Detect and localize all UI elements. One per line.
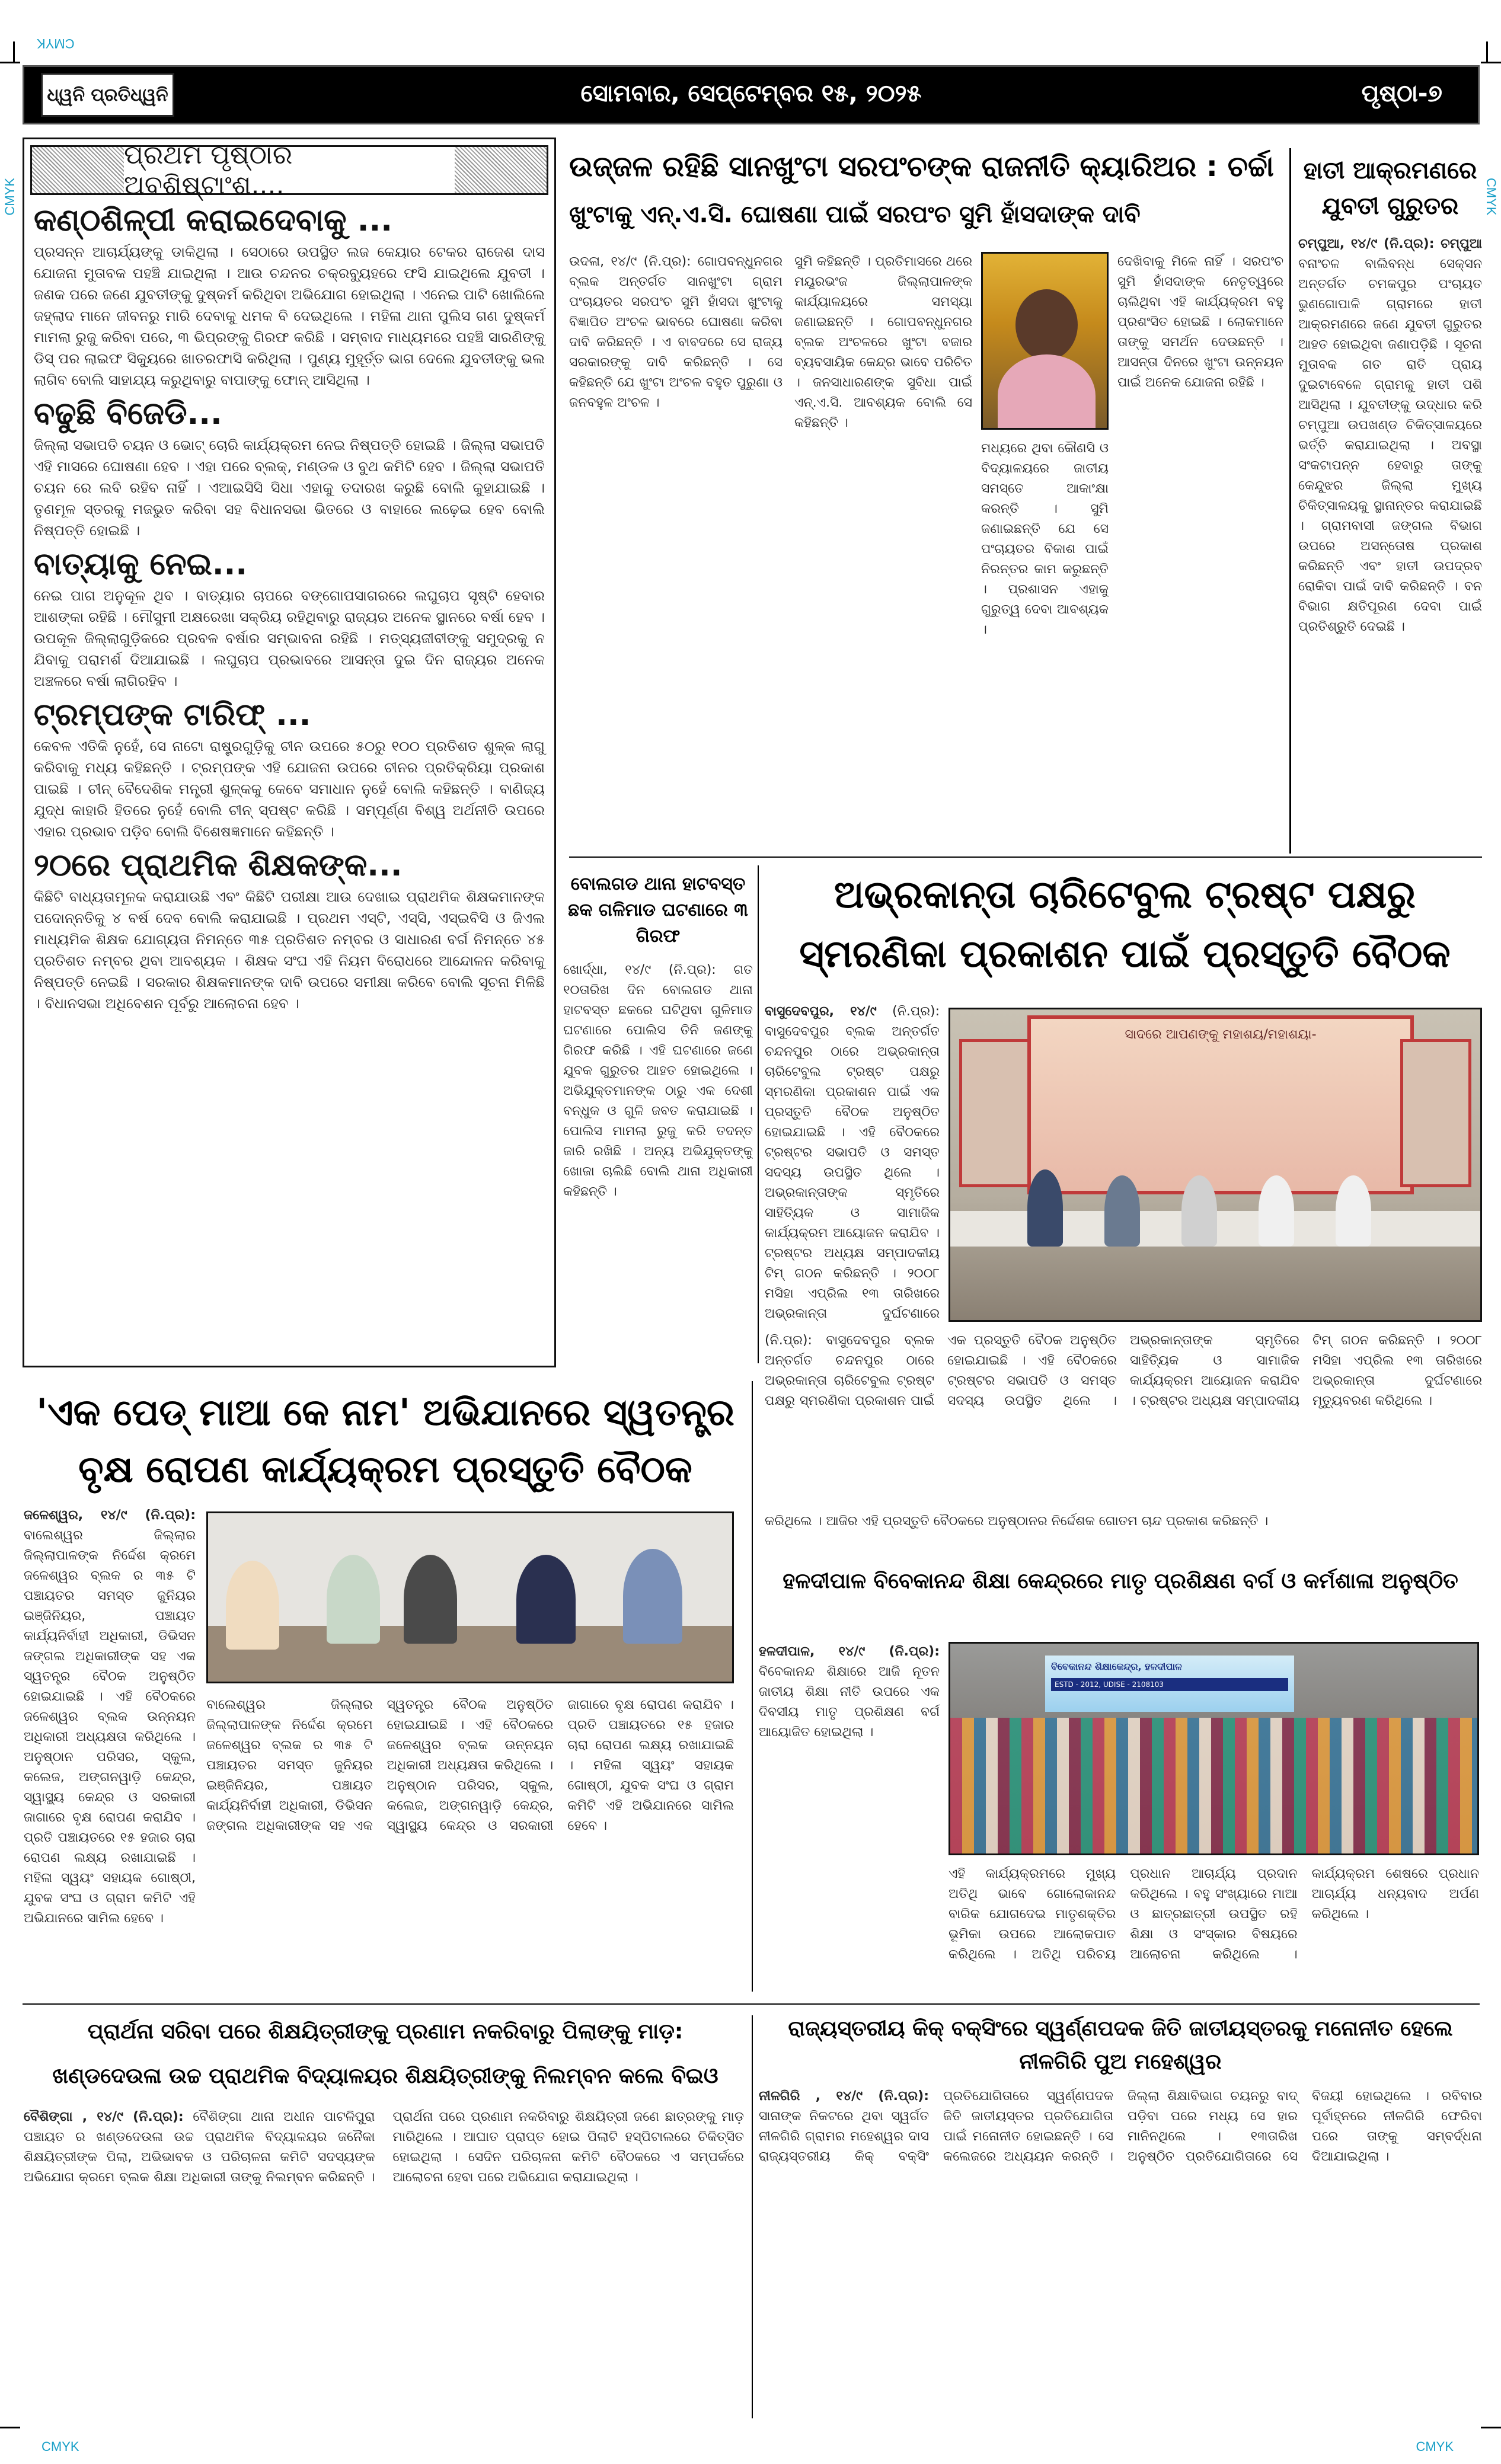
crowd xyxy=(950,1718,1477,1855)
column-rule xyxy=(752,1381,753,1992)
photo-banner-title: ବିବେକାନନ୍ଦ ଶିକ୍ଷାକେନ୍ଦ୍ର, ହଳଦୀପାଳ xyxy=(1051,1661,1182,1672)
photo-person xyxy=(226,1561,279,1650)
sarpanch-photo xyxy=(981,252,1109,430)
kickboxing-text: ସାନାଙ୍କ ନିକଟରେ ଥିବା ସ୍ୱର୍ଗତ ନୀଳଗିରି ଗ୍ରାମର ମହେଶ୍ୱର ଦାସ ରାଜ୍ୟସ୍ତରୀୟ କିକ୍ ବକ୍ସିଂ ପ୍ରତିଯୋଗିତାରେ ସ୍ୱର୍ଣ୍ଣପଦକ ଜିତି ଜାତୀୟସ୍ତର ପ୍ରତିଯୋଗିତା ପାଇଁ ମନୋନୀତ ହୋଇଛନ୍ତି । ସେ କଲେଜରେ ଅଧ୍ୟୟନ କରନ୍ତି । ଜିଲ୍ଲା ଶିକ୍ଷାବିଭାଗ ଚୟନରୁ ବାଦ୍ ପଡ଼ିବା ପରେ ମଧ୍ୟ ସେ ହାର ମାନିନଥିଲେ । ୧୩ତାରିଖ ଅନୁଷ୍ଠିତ ପ୍ରତିଯୋଗିତାରେ ସେ ବିଜୟୀ ହୋଇଥିଲେ । ରବିବାର ପୂର୍ବାହ୍ନରେ ନୀଳଗିରି ଫେରିବା ପରେ ତାଙ୍କୁ ସମ୍ବର୍ଦ୍ଧନା ଦିଆଯାଇଥିଲା । xyxy=(759,2089,1482,2164)
column-rule xyxy=(758,865,759,1363)
tree-body-continued: ବାଲେଶ୍ୱର ଜିଲ୍ଲାର ଜିଲ୍ଲାପାଳଙ୍କ ନିର୍ଦ୍ଦେଶ କ୍ରମେ ଜଳେଶ୍ୱର ବ୍ଲକ ର ୩୫ ଟି ପଞ୍ଚାୟତର ସମସ୍ତ ଜୁନିୟର ଇଞ୍ଜିନିୟର, ପଞ୍ଚାୟତ କାର୍ଯ୍ୟନିର୍ବାହୀ ଅଧିକାରୀ, ଡିଭିସନ ଜଙ୍ଗଲ ଅଧିକାରୀଙ୍କ ସହ ଏକ ସ୍ୱତନ୍ତ୍ର ବୈଠକ ଅନୁଷ୍ଠିତ ହୋଇଯାଇଛି । ଏହି ବୈଠକରେ ଜଳେଶ୍ୱର ବ୍ଲକ ଉନ୍ନୟନ ଅଧିକାରୀ ଅଧ୍ୟକ୍ଷତା କରିଥିଲେ । ଅନୁଷ୍ଠାନ ପରିସର, ସ୍କୁଲ, କଲେଜ, ଅଙ୍ଗନୱାଡ଼ି କେନ୍ଦ୍ର, ସ୍ୱାସ୍ଥ୍ୟ କେନ୍ଦ୍ର ଓ ସରକାରୀ ଜାଗାରେ ବୃକ୍ଷ ରୋପଣ କରାଯିବ । ପ୍ରତି ପଞ୍ଚାୟତରେ ୧୫ ହଜାର ଚାରା ରୋପଣ ଲକ୍ଷ୍ୟ ରଖାଯାଇଛି । ମହିଳା ସ୍ୱୟଂ ସହାୟକ ଗୋଷ୍ଠୀ, ଯୁବକ ସଂଘ ଓ ଗ୍ରାମ କମିଟି ଏହି ଅଭିଯାନରେ ସାମିଲ ହେବେ । xyxy=(206,1698,734,1833)
prayer-body xyxy=(24,2107,744,2418)
section-rule xyxy=(569,857,1482,858)
section-body: କେବଳ ଏତିକି ନୁହେଁ, ସେ ନାଟୋ ରାଷ୍ଟ୍ରଗୁଡ଼ିକୁ ଚୀନ ଉପରେ ୫୦ରୁ ୧୦୦ ପ୍ରତିଶତ ଶୁଳ୍କ ଲାଗୁ କରିବାକୁ ମଧ୍ୟ କହିଛନ୍ତି । ଟ୍ରମ୍ପଙ୍କ ଏହି ଯୋଜନା ଉପରେ ଚୀନର ପ୍ରତିକ୍ରିୟା ପ୍ରକାଶ ପାଇଛି । ଚୀନ୍ ବୈଦେଶିକ ମନ୍ତ୍ରୀ ଶୁଳ୍କକୁ କେବେ ସମାଧାନ ନୁହେଁ ବୋଲି କହିଛନ୍ତି । ବାଣିଜ୍ୟ ଯୁଦ୍ଧ କାହାରି ହିତରେ ନୁହେଁ ବୋଲି ଚୀନ୍ ସ୍ପଷ୍ଟ କରିଛି । ସମ୍ପୂର୍ଣ୍ଣ ବିଶ୍ୱ ଅର୍ଥନୀତି ଉପରେ ଏହାର ପ୍ରଭାବ ପଡ଼ିବ ବୋଲି ବିଶେଷଜ୍ଞମାନେ କହିଛନ୍ତି । xyxy=(34,738,545,840)
vivekananda-text: ବିବେକାନନ୍ଦ ଶିକ୍ଷାରେ ଆଜି ନୂତନ ଜାତୀୟ ଶିକ୍ଷା ନୀତି ଉପରେ ଏକ ଦିବସୀୟ ମାତୃ ପ୍ରଶିକ୍ଷଣ ବର୍ଗ ଆୟୋଜିତ ହୋଇଥିଲା । xyxy=(759,1664,940,1740)
registration-label: CMYK xyxy=(2,178,17,216)
crop-mark xyxy=(13,41,15,62)
photo-person xyxy=(327,1555,380,1644)
registration-label: CMYK xyxy=(1416,2439,1454,2454)
abhrakanta-closing: କରିଥିଲେ । ଆଜିର ଏହି ପ୍ରସ୍ତୁତି ବୈଠକରେ ଅନୁଷ୍ଠାନର ନିର୍ଦ୍ଦେଶକ ଗୋତମ ଚାନ୍ଦ ପ୍ରକାଶ କରିଛନ୍ତି । xyxy=(765,1514,1269,1529)
crop-mark xyxy=(0,2427,20,2428)
prayer-headline: ପ୍ରାର୍ଥନା ସରିବା ପରେ ଶିକ୍ଷୟିତ୍ରୀଙ୍କୁ ପ୍ରଣାମ ନକରିବାରୁ ପିଲାଙ୍କୁ ମାଡ଼: xyxy=(87,2019,684,2044)
section-body: କିଛିଟି ବାଧ୍ୟତାମୂଳକ କରାଯାଉଛି ଏବଂ କିଛିଟି ପରୀକ୍ଷା ଆଉ ଦେଖାଇ ପ୍ରାଥମିକ ଶିକ୍ଷକମାନଙ୍କ ପଦୋନ୍ନତିକୁ ୪ ବର୍ଷ ଦେବ ବୋଲି କରାଯାଇଛି । ପ୍ରଥମ ଏସ୍‌ଟି, ଏସ୍‌ସି, ଏସ୍‌ଇବିସି ଓ ଜିଏଲ ମାଧ୍ୟମିକ ଶିକ୍ଷକ ଯୋଗ୍ୟତା ନିମନ୍ତେ ୩୫ ପ୍ରତିଶତ ନମ୍ବର ଓ ସାଧାରଣ ବର୍ଗ ନିମନ୍ତେ ୪୫ ପ୍ରତିଶତ ନମ୍ବର ଥିବା ଆବଶ୍ୟକ । ଶିକ୍ଷକ ସଂଘ ଏହି ନିୟମ ବିରୋଧରେ ଆନ୍ଦୋଳନ କରିବାକୁ ନିଷ୍ପତ୍ତି ନେଇଛି । ସରକାର ଶିକ୍ଷକମାନଙ୍କ ଦାବି ଉପରେ ସମୀକ୍ଷା କରିବେ ବୋଲି ସୂଚନା ମିଳିଛି । ବିଧାନସଭା ଅଧିବେଶନ ପୂର୍ବରୁ ଆଲୋଚନା ହେବ । xyxy=(34,889,545,1012)
newspaper-logo: ଧ୍ୱନି ପ୍ରତିଧ୍ୱନି xyxy=(41,73,174,117)
abhrakanta-headline: ଅଭ୍ରକାନ୍ତା ଚାରିଟେବୁଲ ଟ୍ରଷ୍ଟ ପକ୍ଷରୁ ସ୍ମରଣିକା ପ୍ରକାଶନ ପାଇଁ ପ୍ରସ୍ତୁତି ବୈଠକ xyxy=(799,873,1451,976)
section-body: ଜିଲ୍ଲା ସଭାପତି ଚୟନ ଓ ଭୋଟ୍ ଚୋରି କାର୍ଯ୍ୟକ୍ରମ ନେଇ ନିଷ୍ପତ୍ତି ହୋଇଛି । ଜିଲ୍ଲା ସଭାପତି ଏହି ମାସରେ ଘୋଷଣା ହେବ । ଏହା ପରେ ବ୍ଲକ୍, ମଣ୍ଡଳ ଓ ବୁଥ କମିଟି ହେବ । ଜିଲ୍ଲା ସଭାପତି ଚୟନ ରେ ଲବି ରହିବ ନାହିଁ । ଏଆଇସିସି ସିଧା ଏହାକୁ ତଦାରଖ କରୁଛି ବୋଲି କୁହାଯାଇଛି । ତୃଣମୂଳ ସ୍ତରକୁ ମଜଭୁତ କରିବା ସହ ବିଧାନସଭା ଭିତରେ ଓ ବାହାରେ ଲଢ଼େଇ ହେବ ବୋଲି ନିଷ୍ପତ୍ତି ହୋଇଛି । xyxy=(34,437,545,539)
police-body: ଖୋର୍ଦ୍ଧା, ୧୪/୯ (ନି.ପ୍ର): ଗତ ୧୦ତାରିଖ ଦିନ ବୋଲଗଡ ଥାନା ହାଟବସ୍ତ ଛକରେ ଘଟିଥିବା ଗୁଳିମାଡ ଘଟଣାରେ ପୋଲିସ ତିନି ଜଣଙ୍କୁ ଗିରଫ କରିଛି । ଏହି ଘଟଣାରେ ଜଣେ ଯୁବକ ଗୁରୁତର ଆହତ ହୋଇଥିଲେ । ଅଭିଯୁକ୍ତମାନଙ୍କ ଠାରୁ ଏକ ଦେଶୀ ବନ୍ଧୁକ ଓ ଗୁଳି ଜବତ କରାଯାଇଛି । ପୋଲିସ ମାମଲା ରୁଜୁ କରି ତଦନ୍ତ ଜାରି ରଖିଛି । ଅନ୍ୟ ଅଭିଯୁକ୍ତଙ୍କୁ ଖୋଜା ଚାଲିଛି ବୋଲି ଥାନା ଅଧିକାରୀ କହିଛନ୍ତି । xyxy=(563,963,753,1199)
tree-body xyxy=(24,1506,196,1986)
kickboxing-headline: ରାଜ୍ୟସ୍ତରୀୟ କିକ୍ ବକ୍ସିଂରେ ସ୍ୱର୍ଣ୍ଣପଦକ ଜିତି ଜାତୀୟସ୍ତରକୁ ମନୋନୀତ ହେଲେ ନୀଳଗିରି ପୁଅ ମହେଶ୍ୱର xyxy=(788,2016,1453,2074)
registration-label: CMYK xyxy=(37,36,75,51)
portrait-left xyxy=(959,1039,1030,1187)
photo-banner xyxy=(1045,1656,1294,1712)
elephant-dateline: ଚମ୍ପୁଆ, ୧୪/୯ (ନି.ପ୍ର): ଚମ୍ପୁଆ xyxy=(1298,237,1482,251)
photo-face xyxy=(1015,289,1078,360)
vivekananda-intro xyxy=(759,1642,940,1989)
section-rule xyxy=(23,2003,1480,2005)
registration-label: CMYK xyxy=(1484,178,1499,216)
continuations-box xyxy=(23,138,556,1367)
section-heading: ବଢୁଛି ବିଜେଡି... xyxy=(34,396,222,432)
lead-headline-block xyxy=(569,142,1283,246)
prayer-subheadline: ଖଣ୍ଡଦେଉଳା ଉଚ୍ଚ ପ୍ରାଥମିକ ବିଦ୍ୟାଳୟର ଶିକ୍ଷୟିତ୍ରୀଙ୍କୁ ନିଲମ୍ବନ କଲେ ବିଇଓ xyxy=(52,2064,718,2088)
lead-subheadline: ଖୁଂଟାକୁ ଏନ୍.ଏ.ସି. ଘୋଷଣା ପାଇଁ ସରପଂଚ ସୁମି ହାଁସଦାଙ୍କ ଦାବି xyxy=(569,201,1141,228)
abhrakanta-dateline: ବାସୁଦେବପୁର, ୧୪/୯ xyxy=(765,1004,877,1019)
trust-meeting-photo xyxy=(948,1008,1482,1322)
abhrakanta-body xyxy=(765,1002,940,1322)
lead-headline: ଉଜ୍ଜଳ ରହିଛି ସାନଖୁଂଟା ସରପଂଚଙ୍କ ରାଜନୀତି କ୍ୟାରିଅର : ଚର୍ଚ୍ଚା xyxy=(569,150,1274,183)
prayer-text: ବୈଶିଙ୍ଗା ଥାନା ଅଧୀନ ପାଟଳିପୁରା ପଞ୍ଚାୟତ ର ଖଣ୍ଡଦେଉଳା ଉଚ୍ଚ ପ୍ରାଥମିକ ବିଦ୍ୟାଳୟର ଜନୈକା ଶିକ୍ଷୟିତ୍ରୀଙ୍କ ପିଲା, ଅଭିଭାବକ ଓ ପରିଚାଳନା କମିଟି ସଦସ୍ୟଙ୍କ ଅଭିଯୋଗ କ୍ରମେ ବ୍ଲକ ଶିକ୍ଷା ଅଧିକାରୀ ତାଙ୍କୁ ନିଲମ୍ବନ କରିଛନ୍ତି । ପ୍ରାର୍ଥନା ପରେ ପ୍ରଣାମ ନକରିବାରୁ ଶିକ୍ଷୟିତ୍ରୀ ଜଣେ ଛାତ୍ରଙ୍କୁ ମାଡ଼ ମାରିଥିଲେ । ଆଘାତ ପ୍ରାପ୍ତ ହୋଇ ପିଲାଟି ହସ୍ପିଟାଲରେ ଚିକିତ୍ସିତ ହୋଇଥିଲା । ସେଦିନ ପରିଚାଳନା କମିଟି ବୈଠକରେ ଏ ସମ୍ପର୍କରେ ଆଲୋଚନା ହେବା ପରେ ଅଭିଯୋଗ କରାଯାଇଥିଲା । xyxy=(24,2110,744,2185)
vivekananda-group-photo xyxy=(948,1642,1479,1855)
issue-date: ସୋମବାର, ସେପ୍ଟେମ୍ବର ୧୫, ୨୦୨୫ xyxy=(580,80,922,107)
photo-banner-subtitle: ESTD - 2012, UDISE - 2108103 xyxy=(1051,1678,1288,1691)
photo-person xyxy=(1336,1175,1371,1247)
section-heading: ବାତ୍ୟାକୁ ନେଇ... xyxy=(34,547,248,582)
vivekananda-dateline: ହଳଦୀପାଳ, ୧୪/୯ (ନି.ପ୍ର): xyxy=(759,1644,940,1659)
photo-person xyxy=(623,1549,682,1644)
photo-banner xyxy=(1027,1015,1414,1194)
crop-mark xyxy=(1481,62,1501,63)
abhrakanta-text: (ନି.ପ୍ର): ବାସୁଦେବପୁର ବ୍ଲକ ଅନ୍ତର୍ଗତ ଚନ୍ଦନପୁର ଠାରେ ଅଭ୍ରକାନ୍ତା ଚାରିଟେବୁଲ ଟ୍ରଷ୍ଟ ପକ୍ଷରୁ ସ୍ମରଣିକା ପ୍ରକାଶନ ପାଇଁ ଏକ ପ୍ରସ୍ତୁତି ବୈଠକ ଅନୁଷ୍ଠିତ ହୋଇଯାଇଛି । ଏହି ବୈଠକରେ ଟ୍ରଷ୍ଟର ସଭାପତି ଓ ସମସ୍ତ ସଦସ୍ୟ ଉପସ୍ଥିତ ଥିଲେ । ଅଭ୍ରକାନ୍ତାଙ୍କ ସ୍ମୃତିରେ ସାହିତ୍ୟିକ ଓ ସାମାଜିକ କାର୍ଯ୍ୟକ୍ରମ ଆୟୋଜନ କରାଯିବ । ଟ୍ରଷ୍ଟର ଅଧ୍ୟକ୍ଷ ସମ୍ପାଦକୀୟ ଟିମ୍ ଗଠନ କରିଛନ୍ତି । ୨୦୦୮ ମସିହା ଏପ୍ରିଲ ୧୩ ତାରିଖରେ ଅଭ୍ରକାନ୍ତା ଦୁର୍ଘଟଣାରେ xyxy=(765,1004,940,1321)
photo-person xyxy=(1104,1175,1140,1247)
elephant-body xyxy=(1298,234,1482,851)
page-number: ପୃଷ୍ଠା-୭ xyxy=(1361,80,1442,107)
tree-text: ବାଲେଶ୍ୱର ଜିଲ୍ଲାର ଜିଲ୍ଲାପାଳଙ୍କ ନିର୍ଦ୍ଦେଶ କ୍ରମେ ଜଳେଶ୍ୱର ବ୍ଲକ ର ୩୫ ଟି ପଞ୍ଚାୟତର ସମସ୍ତ ଜୁନିୟର ଇଞ୍ଜିନିୟର, ପଞ୍ଚାୟତ କାର୍ଯ୍ୟନିର୍ବାହୀ ଅଧିକାରୀ, ଡିଭିସନ ଜଙ୍ଗଲ ଅଧିକାରୀଙ୍କ ସହ ଏକ ସ୍ୱତନ୍ତ୍ର ବୈଠକ ଅନୁଷ୍ଠିତ ହୋଇଯାଇଛି । ଏହି ବୈଠକରେ ଜଳେଶ୍ୱର ବ୍ଲକ ଉନ୍ନୟନ ଅଧିକାରୀ ଅଧ୍ୟକ୍ଷତା କରିଥିଲେ । ଅନୁଷ୍ଠାନ ପରିସର, ସ୍କୁଲ, କଲେଜ, ଅଙ୍ଗନୱାଡ଼ି କେନ୍ଦ୍ର, ସ୍ୱାସ୍ଥ୍ୟ କେନ୍ଦ୍ର ଓ ସରକାରୀ ଜାଗାରେ ବୃକ୍ଷ ରୋପଣ କରାଯିବ । ପ୍ରତି ପଞ୍ଚାୟତରେ ୧୫ ହଜାର ଚାରା ରୋପଣ ଲକ୍ଷ୍ୟ ରଖାଯାଇଛି । ମହିଳା ସ୍ୱୟଂ ସହାୟକ ଗୋଷ୍ଠୀ, ଯୁବକ ସଂଘ ଓ ଗ୍ରାମ କମିଟି ଏହି ଅଭିଯାନରେ ସାମିଲ ହେବେ । xyxy=(24,1528,196,1926)
column-rule xyxy=(752,2015,753,2418)
photo-person xyxy=(404,1555,457,1644)
police-headline: ବୋଲଗଡ ଥାନା ହାଟବସ୍ତ ଛକ ଗଳିମାଡ ଘଟଣାରେ ୩ ଗିରଫ xyxy=(568,874,748,947)
photo-person xyxy=(516,1555,576,1644)
masthead xyxy=(23,65,1480,124)
vivekananda-body: ଏହି କାର୍ଯ୍ୟକ୍ରମରେ ମୁଖ୍ୟ ଅତିଥି ଭାବେ ଗୋଲୋକାନନ୍ଦ ବାରିକ ଯୋଗଦେଇ ମାତୃଶକ୍ତିର ଭୂମିକା ଉପରେ ଆଲୋକପାତ କରିଥିଲେ । ଅତିଥି ପରିଚୟ ପ୍ରଧାନ ଆଚାର୍ଯ୍ୟ ପ୍ରଦାନ କରିଥିଲେ । ବହୁ ସଂଖ୍ୟାରେ ମାଆ ଓ ଛାତ୍ରଛାତ୍ରୀ ଉପସ୍ଥିତ ରହି ଶିକ୍ଷା ଓ ସଂସ୍କାର ବିଷୟରେ ଆଲୋଚନା କରିଥିଲେ । କାର୍ଯ୍ୟକ୍ରମ ଶେଷରେ ପ୍ରଧାନ ଆଚାର୍ଯ୍ୟ ଧନ୍ୟବାଦ ଅର୍ପଣ କରିଥିଲେ । xyxy=(948,1867,1479,1962)
kickboxing-dateline: ନୀଳଗିରି , ୧୪/୯ (ନି.ପ୍ର): xyxy=(759,2089,929,2104)
abhrakanta-continued: (ନି.ପ୍ର): ବାସୁଦେବପୁର ବ୍ଲକ ଅନ୍ତର୍ଗତ ଚନ୍ଦନପୁର ଠାରେ ଅଭ୍ରକାନ୍ତା ଚାରିଟେବୁଲ ଟ୍ରଷ୍ଟ ପକ୍ଷରୁ ସ୍ମରଣିକା ପ୍ରକାଶନ ପାଇଁ ଏକ ପ୍ରସ୍ତୁତି ବୈଠକ ଅନୁଷ୍ଠିତ ହୋଇଯାଇଛି । ଏହି ବୈଠକରେ ଟ୍ରଷ୍ଟର ସଭାପତି ଓ ସମସ୍ତ ସଦସ୍ୟ ଉପସ୍ଥିତ ଥିଲେ । ଅଭ୍ରକାନ୍ତାଙ୍କ ସ୍ମୃତିରେ ସାହିତ୍ୟିକ ଓ ସାମାଜିକ କାର୍ଯ୍ୟକ୍ରମ ଆୟୋଜନ କରାଯିବ । ଟ୍ରଷ୍ଟର ଅଧ୍ୟକ୍ଷ ସମ୍ପାଦକୀୟ ଟିମ୍ ଗଠନ କରିଛନ୍ତି । ୨୦୦୮ ମସିହା ଏପ୍ରିଲ ୧୩ ତାରିଖରେ ଅଭ୍ରକାନ୍ତା ଦୁର୍ଘଟଣାରେ ମୃତ୍ୟୁବରଣ କରିଥିଲେ । xyxy=(765,1333,1482,1408)
tree-meeting-photo xyxy=(206,1511,734,1683)
section-heading: କଣ୍ଠଶିଳ୍ପୀ କରାଇଦେବାକୁ ... xyxy=(34,203,392,238)
tree-dateline: ଜଳେଶ୍ୱର, ୧୪/୯ (ନି.ପ୍ର): xyxy=(24,1508,196,1523)
continuations-banner xyxy=(30,140,548,200)
section-heading: ୨୦ରେ ପ୍ରାଥମିକ ଶିକ୍ଷକଙ୍କ... xyxy=(34,848,403,883)
vivekananda-headline: ହଳଦୀପାଳ ବିବେକାନନ୍ଦ ଶିକ୍ଷା କେନ୍ଦ୍ରରେ ମାତୃ ପ୍ରଶିକ୍ଷଣ ବର୍ଗ ଓ କର୍ମଶାଳା ଅନୁଷ୍ଠିତ xyxy=(783,1569,1458,1593)
registration-label: CMYK xyxy=(41,2439,79,2454)
continuations-banner-title: ପ୍ରଥମ ପୃଷ୍ଠାର ଅବଶିଷ୍ଟାଂଶ.... xyxy=(124,147,455,193)
column-rule xyxy=(1289,148,1291,854)
tree-headline: 'ଏକ ପେଡ୍ ମାଆ କେ ନାମ' ଅଭିଯାନରେ ସ୍ୱତନ୍ତ୍ର ବୃକ୍ଷ ରୋପଣ କାର୍ଯ୍ୟକ୍ରମ ପ୍ରସ୍ତୁତି ବୈଠକ xyxy=(36,1391,734,1491)
section-heading: ଟ୍ରମ୍ପଙ୍କ ଟାରିଫ୍ ... xyxy=(34,697,311,733)
photo-person xyxy=(1181,1175,1217,1247)
crop-mark xyxy=(0,62,20,63)
photo-banner-text: ସାଦରେ ଆପଣଙ୍କୁ ମହାଶୟ/ମହାଶୟା- xyxy=(1125,1027,1317,1042)
lead-body-col1: ଉଦଳା, ୧୪/୯ (ନି.ପ୍ର): ଗୋପବନ୍ଧୁନଗର ବ୍ଲକ ଅନ୍ତର୍ଗତ ସାନଖୁଂଟା ଗ୍ରାମ ପଂଚାୟତର ସରପଂଚ ସୁମି ହାଁସଦା ଖୁଂଟାକୁ ବିଜ୍ଞାପିତ ଅଂଚଳ ଭାବରେ ଘୋଷଣା କରିବା ଦାବି କରିଛନ୍ତି । ଏ ବାବଦରେ ସେ ରାଜ୍ୟ ସରକାରଙ୍କୁ ଦାବି କରିଛନ୍ତି । ସେ କହିଛନ୍ତି ଯେ ଖୁଂଟା ଅଂଚଳ ବହୁତ ପୁରୁଣା ଓ ଜନବହୁଳ ଅଂଚଳ । xyxy=(569,254,783,410)
lead-body-col3: ମଧ୍ୟରେ ଥିବା କୌଣସି ଓ ବିଦ୍ୟାଳୟରେ ଜାତୀୟ ସମସ୍ତେ ଆକାଂକ୍ଷା କରନ୍ତି । ସୁମି ଜଣାଇଛନ୍ତି ଯେ ସେ ପଂଚାୟତର ବିକାଶ ପାଇଁ ନିରନ୍ତର କାମ କରୁଛନ୍ତି । ପ୍ରଶାସନ ଏହାକୁ ଗୁରୁତ୍ୱ ଦେବା ଆବଶ୍ୟକ । xyxy=(981,441,1109,637)
photo-person xyxy=(1027,1169,1063,1247)
portrait-right xyxy=(1400,1039,1471,1187)
crop-mark xyxy=(1486,41,1488,62)
elephant-headline: ହାତୀ ଆକ୍ରମଣରେ ଯୁବତୀ ଗୁରୁତର xyxy=(1303,157,1477,220)
photo-person xyxy=(1259,1175,1294,1247)
section-body: ପ୍ରସନ୍ନ ଆଚାର୍ଯ୍ୟଙ୍କୁ ଡାକିଥିଲା । ସେଠାରେ ଉପସ୍ଥିତ ଲଜ କେୟାର ଟେକର ରାଜେଶ ଦାସ ଯୋଜନା ମୁତାବକ ପହଞ୍ଚି ଯାଇଥିଲା । ଆଉ ଚନ୍ଦନର ଚକ୍ରବ୍ୟୁହରେ ଫସି ଯାଇଥିଲେ ଯୁବତୀ । ଜଣକ ପରେ ଜଣେ ଯୁବତୀଙ୍କୁ ଦୁଷ୍କର୍ମ କରିଥିବା ଅଭିଯୋଗ ହୋଇଥିଲା । ଏନେଇ ପାଟି ଖୋଲିଲେ ଜହ୍ଲାଦ ମାନେ ଜୀବନରୁ ମାରି ଦେବାକୁ ଧମକ ବି ଦେଇଥିଲେ । ମହିଳା ଥାନା ପୁଲିସ ଗଣ ଦୁଷ୍କର୍ମ ମାମଲା ରୁଜୁ କରିବା ପରେ, ୩ ଭିପ୍ରଙ୍କୁ ଗିରଫ କରିଛି । ସମ୍ବାଦ ମାଧ୍ୟମରେ ପହଞ୍ଚି ସାରଣିଙ୍କୁ ଡିସ୍ ପର ଲାଇଫ ସିକ୍ୟୁରେ ଖାତରଫାସି କରିଥିଲା । ପୁଣ୍ୟ ମୁହୂର୍ତ୍ତ ଭାଗ ଦେଲେ ଯୁବତୀଙ୍କୁ ଭଲ ଲାଗିବ ବୋଲି ସାହାଯ୍ୟ କରୁଥିବାରୁ ବାପାଙ୍କୁ ଫୋନ୍ ଆସିଥିଲା । xyxy=(34,244,545,388)
prayer-dateline: ବୈଶିଙ୍ଗା , ୧୪/୯ (ନି.ପ୍ର): xyxy=(24,2110,184,2124)
section-body: ନେଇ ପାଗ ଅନୁକୂଳ ଥିବ । ବାତ୍ୟାର ଚାପରେ ବଙ୍ଗୋପସାଗରରେ ଲଘୁଚାପ ସୃଷ୍ଟି ହେବାର ଆଶଙ୍କା ରହିଛି । ମୌସୁମୀ ଅକ୍ଷରେଖା ସକ୍ରିୟ ରହିଥିବାରୁ ରାଜ୍ୟର ଅନେକ ସ୍ଥାନରେ ବର୍ଷା ହେବ । ଉପକୂଳ ଜିଲ୍ଲାଗୁଡ଼ିକରେ ପ୍ରବଳ ବର୍ଷାର ସମ୍ଭାବନା ରହିଛି । ମତ୍ସ୍ୟଜୀବୀଙ୍କୁ ସମୁଦ୍ରକୁ ନ ଯିବାକୁ ପରାମର୍ଶ ଦିଆଯାଇଛି । ଲଘୁଚାପ ପ୍ରଭାବରେ ଆସନ୍ତା ଦୁଇ ଦିନ ରାଜ୍ୟର ଅନେକ ଅଞ୍ଚଳରେ ବର୍ଷା ଲାଗିରହିବ । xyxy=(34,587,545,689)
lead-body-col4: ଦେଖିବାକୁ ମିଳେ ନାହିଁ । ସରପଂଚ ସୁମି ହାଁସଦାଙ୍କ ନେତୃତ୍ୱରେ ଚାଲିଥିବା ଏହି କାର୍ଯ୍ୟକ୍ରମ ବହୁ ପ୍ରଶଂସିତ ହୋଇଛି । ଲୋକମାନେ ତାଙ୍କୁ ସମର୍ଥନ ଦେଉଛନ୍ତି । ଆସନ୍ତା ଦିନରେ ଖୁଂଟା ଉନ୍ନୟନ ପାଇଁ ଅନେକ ଯୋଜନା ରହିଛି । xyxy=(1117,254,1283,390)
elephant-text: ବନାଂଚଳ ବାଲିବନ୍ଧ ସେକ୍ସନ ଅନ୍ତର୍ଗତ ଚମକପୁର ପଂଚାୟତ ଭୁଣଗୋପାଳି ଗ୍ରାମରେ ହାତୀ ଆକ୍ରମଣରେ ଜଣେ ଯୁବତୀ ଗୁରୁତର ଆହତ ହୋଇଥିବା ଜଣାପଡ଼ିଛି । ସୂଚନା ମୁତାବକ ଗତ ରାତି ପ୍ରାୟ ଦୁଇଟାବେଳେ ଗ୍ରାମକୁ ହାତୀ ପଶି ଆସିଥିଲା । ଯୁବତୀଙ୍କୁ ଉଦ୍ଧାର କରି ଚମ୍ପୁଆ ଉପଖଣ୍ଡ ଚିକିତ୍ସାଳୟରେ ଭର୍ତ୍ତି କରାଯାଇଥିଲା । ଅବସ୍ଥା ସଂକଟାପନ୍ନ ହେବାରୁ ତାଙ୍କୁ କେନ୍ଦୁଝର ଜିଲ୍ଲା ମୁଖ୍ୟ ଚିକିତ୍ସାଳୟକୁ ସ୍ଥାନାନ୍ତର କରାଯାଇଛି । ଗ୍ରାମବାସୀ ଜଙ୍ଗଲ ବିଭାଗ ଉପରେ ଅସନ୍ତୋଷ ପ୍ରକାଶ କରିଛନ୍ତି ଏବଂ ହାତୀ ଉପଦ୍ରବ ରୋକିବା ପାଇଁ ଦାବି କରିଛନ୍ତି । ବନ ବିଭାଗ କ୍ଷତିପୂରଣ ଦେବା ପାଇଁ ପ୍ରତିଶ୍ରୁତି ଦେଇଛି । xyxy=(1298,257,1482,634)
photo-body xyxy=(998,354,1096,430)
kickboxing-body xyxy=(759,2086,1482,2418)
crop-mark xyxy=(1481,2427,1501,2428)
lead-body-col2: ସୁମି କହିଛନ୍ତି । ପ୍ରତିମାସରେ ଥରେ ମୟୂରଭଂଜ ଜିଲ୍ଲାପାଳଙ୍କ କାର୍ଯ୍ୟାଳୟରେ ସମସ୍ୟା ଜଣାଇଛନ୍ତି । ଗୋପବନ୍ଧୁନଗର ବ୍ଲକ ଅଂଚଳରେ ଖୁଂଟା ବଜାର ବ୍ୟବସାୟିକ କେନ୍ଦ୍ର ଭାବେ ପରିଚିତ । ଜନସାଧାରଣଙ୍କ ସୁବିଧା ପାଇଁ ଏନ୍.ଏ.ସି. ଆବଶ୍ୟକ ବୋଲି ସେ କହିଛନ୍ତି । xyxy=(794,254,972,430)
